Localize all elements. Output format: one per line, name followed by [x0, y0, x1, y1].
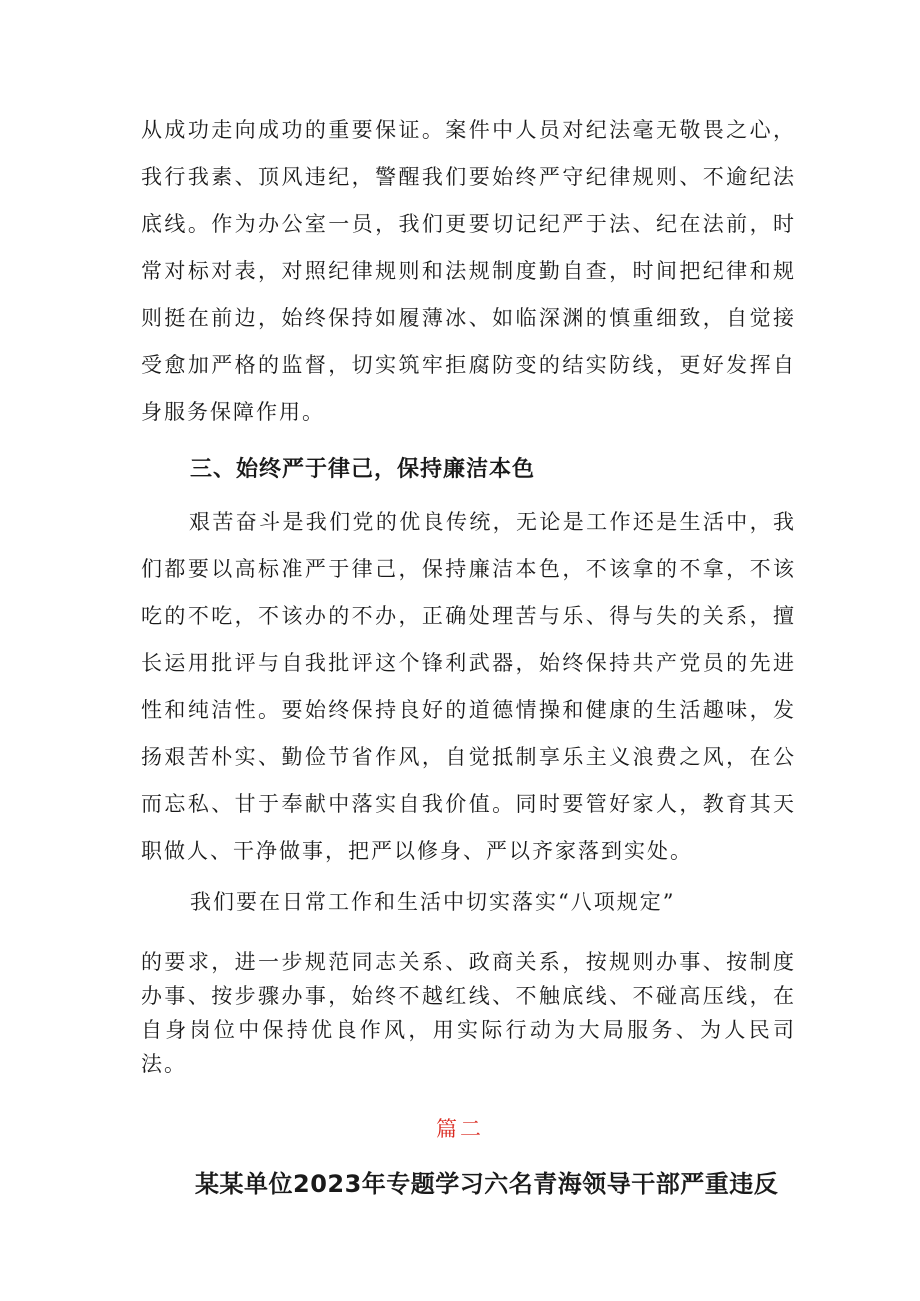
paragraph-eight-rules-intro: 我们要在日常工作和生活中切实落实“八项规定”: [190, 890, 676, 914]
paragraph-integrity: 艰苦奋斗是我们党的优良传统，无论是工作还是生活中，我们都要以高标准严于律己，保持廉洁本色，不该拿的不拿，不该吃的不吃，不该办的不办，正确处理苦与乐、得与失的关系，擅长运用批评与自我批评这个锋利武器，始终保持共产党员的先进性和纯洁性。要始终保持良好的道德情操和健康的生活趣味，发扬艰苦朴实、勤俭节省作风，自觉抵制享乐主义浪费之风，在公而忘私、甘于奉献中落实自我价值。同时要管好家人，教育其天职做人、干净做事，把严以修身、严以齐家落到实处。: [141, 510, 796, 863]
next-document-title: 某某单位2023年专题学习六名青海领导干部严重违反: [195, 1170, 779, 1198]
paragraph-discipline: 从成功走向成功的重要保证。案件中人员对纪法毫无敬畏之心，我行我素、顶风违纪，警醒我们要始终严守纪律规则、不逾纪法底线。作为办公室一员，我们更要切记纪严于法、纪在法前，时常对标对表，对照纪律规则和法规制度勤自查，时间把纪律和规则挺在前边，始终保持如履薄冰、如临深渊的慎重细致，自觉接受愈加严格的监督，切实筑牢拒腐防变的结实防线，更好发挥自身服务保障作用。: [141, 118, 796, 424]
paragraph-eight-rules-body: 的要求，进一步规范同志关系、政商关系，按规则办事、按制度办事、按步骤办事，始终不越红线、不触底线、不碰高压线，在自身岗位中保持优良作风，用实际行动为大局服务、为人民司法。: [141, 950, 796, 1076]
section-label-part-two: 篇二: [436, 1117, 484, 1141]
section-heading-3: 三、始终严于律己，保持廉洁本色: [190, 457, 536, 482]
